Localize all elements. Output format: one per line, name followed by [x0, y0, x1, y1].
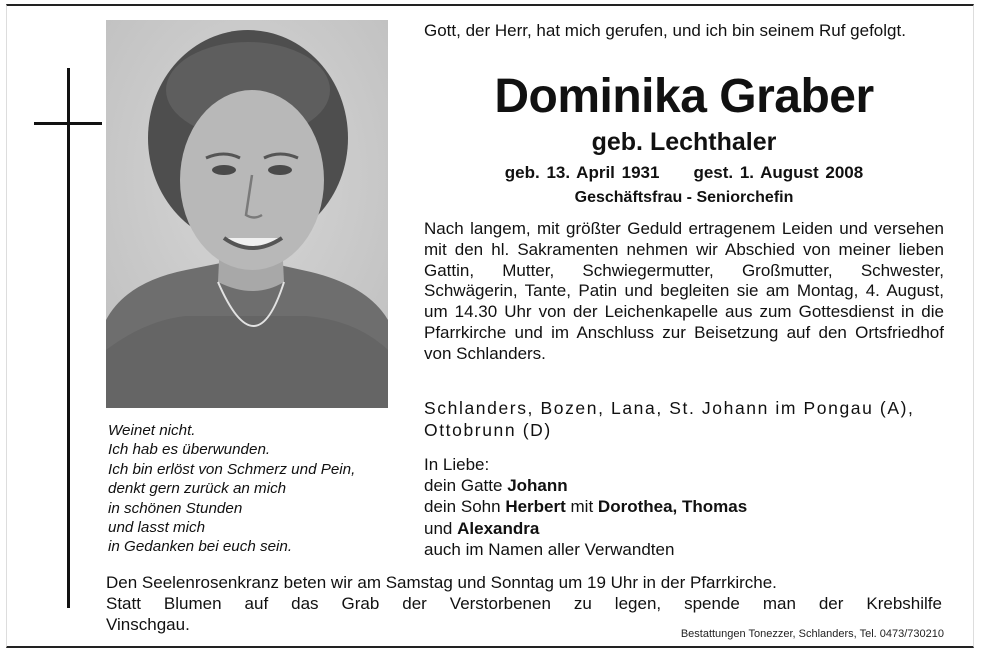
poem-line: in Gedanken bei euch sein.: [108, 538, 293, 556]
family-grandchild-line: und Alexandra: [424, 518, 540, 538]
poem-line: Ich hab es überwunden.: [108, 441, 271, 459]
family-list: [424, 454, 944, 560]
son-name: Herbert: [505, 497, 566, 517]
places: Schlanders, Bozen, Lana, St. Johann im Pongau (A), Ottobrunn (D): [424, 398, 915, 440]
poem: [108, 421, 408, 557]
poem-line: Ich bin erlöst von Schmerz und Pein,: [108, 460, 356, 478]
grandchild-name: Alexandra: [457, 518, 540, 538]
death-date: gest. 1. August 2008: [693, 163, 864, 182]
family-intro: In Liebe:: [424, 455, 490, 474]
family-son-line: dein Sohn Herbert mit Dorothea, Thomas: [424, 497, 748, 517]
rosary-note: Den Seelenrosenkranz beten wir am Samstag und Sonntag um 19 Uhr in der Pfarrkirche.: [106, 573, 777, 592]
donation-note-cont: Vinschgau.: [106, 614, 190, 634]
poem-line: Weinet nicht.: [108, 422, 196, 439]
birth-date: geb. 13. April 1931: [504, 163, 660, 182]
family-spouse-line: dein Gatte Johann: [424, 476, 568, 496]
portrait-photo: [106, 20, 388, 408]
life-dates: [424, 163, 944, 183]
son-family: Dorothea, Thomas: [597, 497, 748, 517]
poem-line: denkt gern zurück an mich: [108, 480, 287, 498]
spouse-name: Johann: [507, 476, 568, 496]
announcement-text: Nach langem, mit größter Geduld ertragenem Leiden und versehen mit den hl. Sakramenten nehmen wir Abschied von meiner lieben Gattin, Mutter, Schwiegermutter, Großmutter, Schwester, Schwägerin, Tante, Patin und begleiten sie am Montag, 4. August, um 14.30 Uhr von der Leichenkapelle aus zum Gottesdienst in die Pfarrkirche und im Anschluss zur Beisetzung auf den Ortsfriedhof von Schlanders.: [424, 219, 944, 363]
opening-quote: Gott, der Herr, hat mich gerufen, und ich bin seinem Ruf gefolgt.: [424, 21, 906, 40]
family-relatives: auch im Namen aller Verwandten: [424, 539, 675, 559]
occupation: Geschäftsfrau - Seniorchefin: [574, 189, 794, 206]
deceased-name: Dominika Graber: [494, 70, 874, 123]
poem-line: und lasst mich: [108, 519, 206, 537]
funeral-home-credit: Bestattungen Tonezzer, Schlanders, Tel. 0473/730210: [680, 628, 944, 640]
maiden-name: geb. Lechthaler: [591, 128, 777, 156]
poem-line: in schönen Stunden: [108, 499, 243, 517]
donation-note: Statt Blumen auf das Grab der Verstorbenen zu legen, spende man der Krebshilfe: [106, 593, 942, 613]
